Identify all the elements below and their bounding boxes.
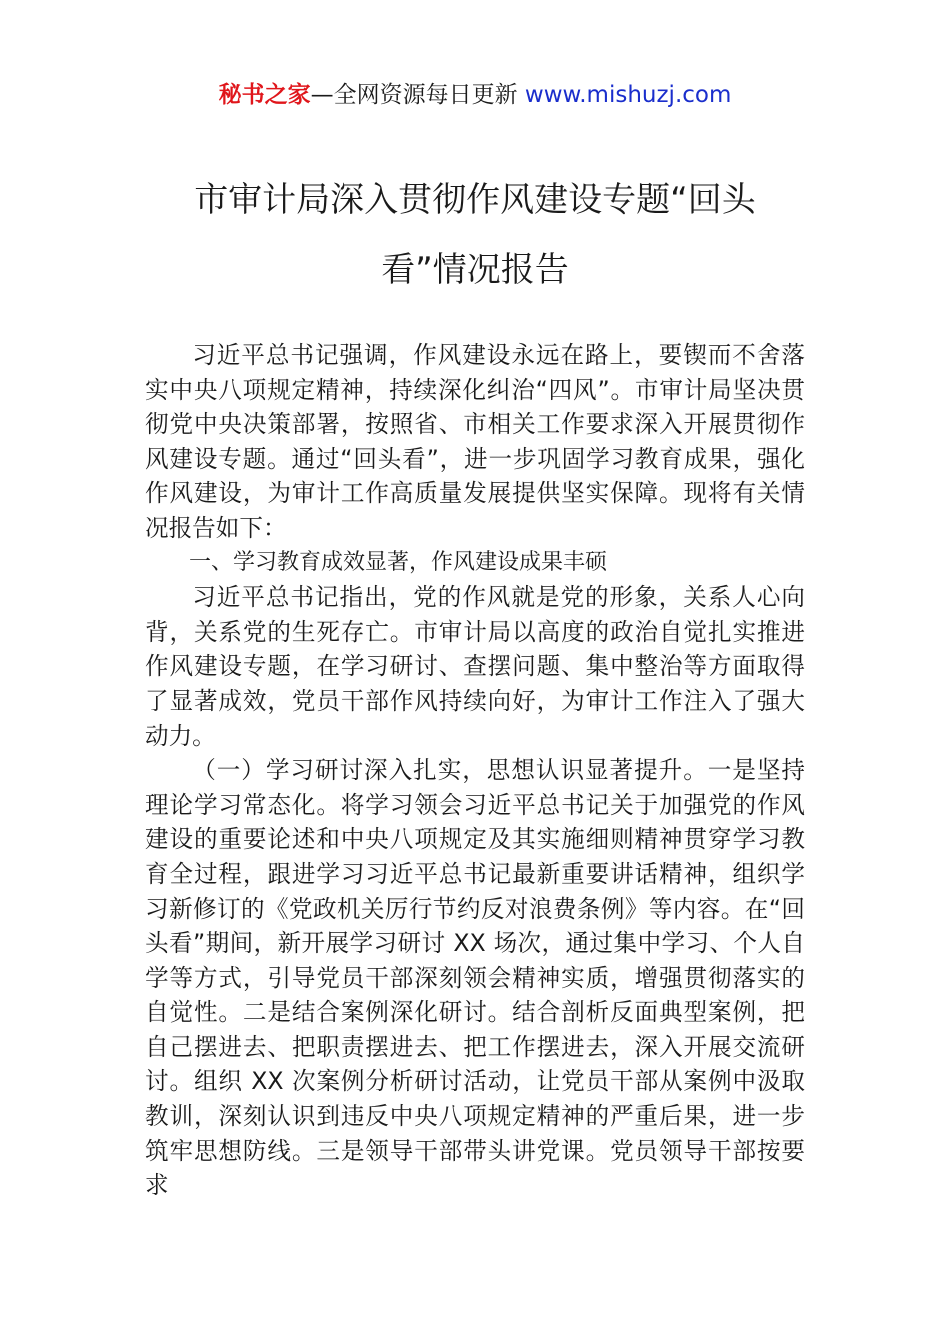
site-header (0, 78, 950, 112)
site-tagline: —全网资源每日更新 (310, 82, 525, 108)
paragraph-subsection-1: （一）学习研讨深入扎实，思想认识显著提升。一是坚持理论学习常态化。将学习领会习近平总书记关于加强党的作风建设的重要论述和中央八项规定及其实施细则精神贯穿学习教育全过程，跟进学习习近平总书记最新重要讲话精神，组织学习新修订的《党政机关厉行节约反对浪费条例》等内容。在“回头看”期间，新开展学习研讨 XX 场次，通过集中学习、个人自学等方式，引导党员干部深刻领会精神实质，增强贯彻落实的自觉性。二是结合案例深化研讨。结合剖析反面典型案例，把自己摆进去、把职责摆进去、把工作摆进去，深入开展交流研讨。组织 XX 次案例分析研讨活动，让党员干部从案例中汲取教训，深刻认识到违反中央八项规定精神的严重后果，进一步筑牢思想防线。三是领导干部带头讲党课。党员领导干部按要求 (145, 756, 805, 1200)
document-body (145, 338, 805, 1203)
section-heading-1: 一、学习教育成效显著，作风建设成果丰硕 (189, 549, 608, 575)
document-title-line-2: 看”情况报告 (381, 250, 569, 290)
site-url-link[interactable]: www.mishuzj.com (524, 82, 732, 108)
site-brand: 秘书之家 (218, 82, 311, 108)
paragraph-section-1-intro: 习近平总书记指出，党的作风就是党的形象，关系人心向背，关系党的生死存亡。市审计局以高度的政治自觉扎实推进作风建设专题，在学习研讨、查摆问题、集中整治等方面取得了显著成效，党员干部作风持续向好，为审计工作注入了强大动力。 (145, 583, 805, 750)
paragraph-intro: 习近平总书记强调，作风建设永远在路上，要锲而不舍落实中央八项规定精神，持续深化纠治“四风”。市审计局坚决贯彻党中央决策部署，按照省、市相关工作要求深入开展贯彻作风建设专题。通过“回头看”，进一步巩固学习教育成果，强化作风建设，为审计工作高质量发展提供坚实保障。现将有关情况报告如下： (145, 341, 805, 542)
document-title-line-1: 市审计局深入贯彻作风建设专题“回头 (194, 180, 756, 220)
